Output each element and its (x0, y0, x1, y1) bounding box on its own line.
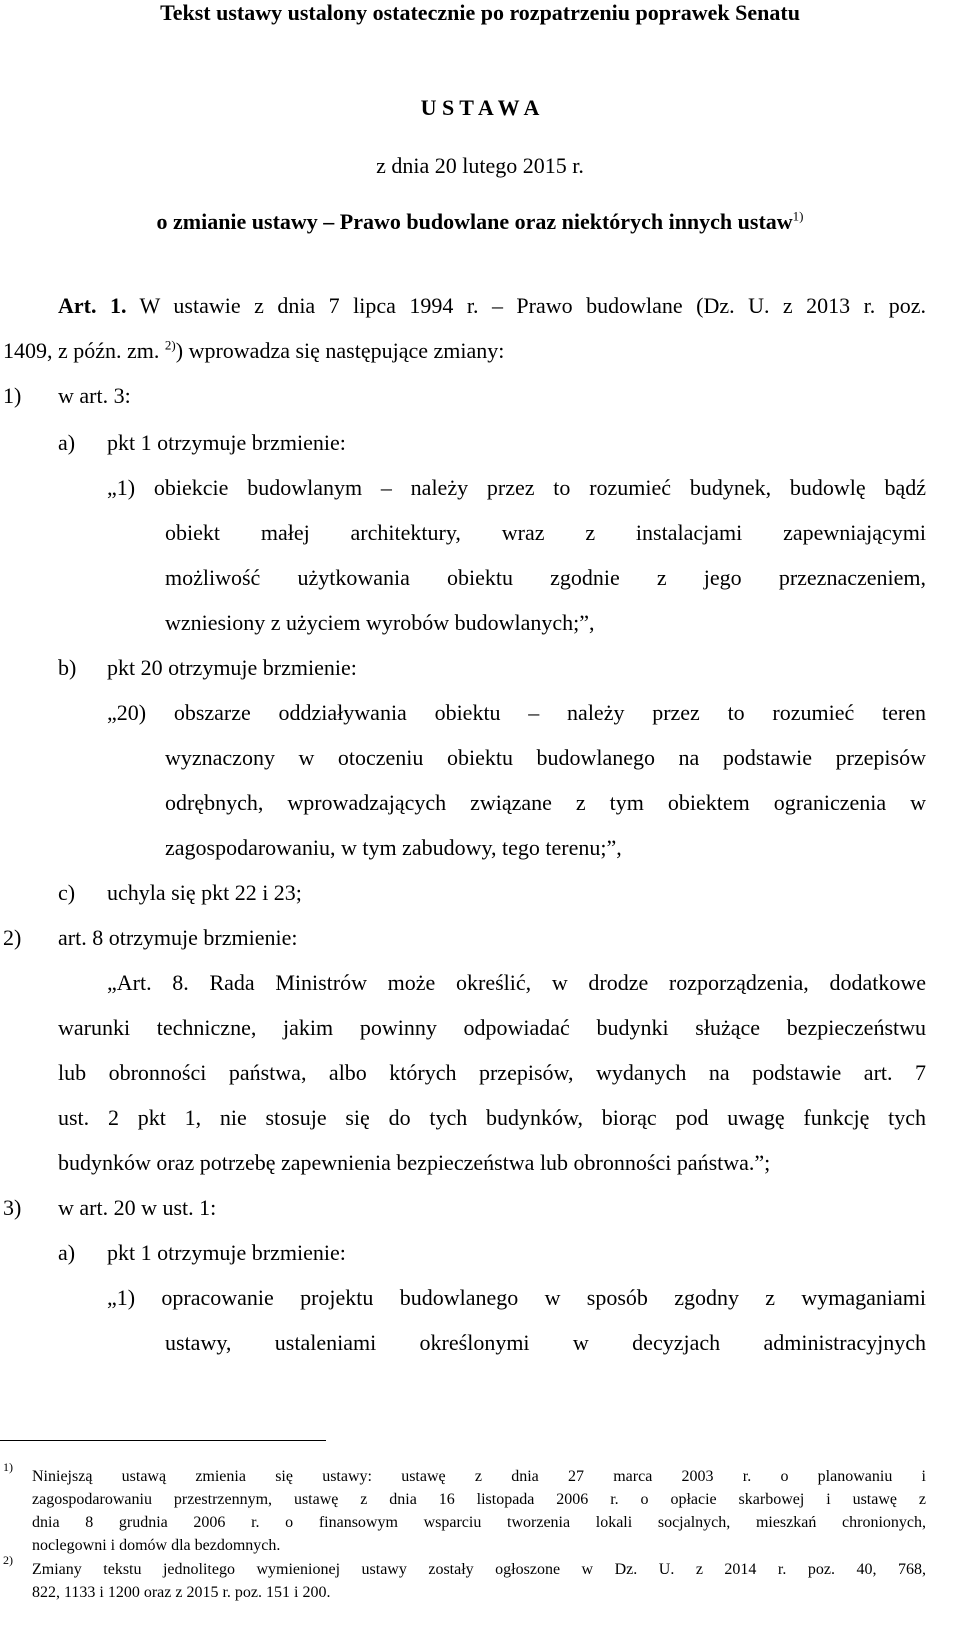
point-3-num: 3) (3, 1195, 22, 1220)
point-1a-text: pkt 1 otrzymuje brzmienie: (107, 430, 346, 455)
footnote-1-line4: noclegowni i domów dla bezdomnych. (32, 1537, 281, 1554)
art1-intro-text: W ustawie z dnia 7 lipca 1994 r. – Prawo budowlane (Dz. U. z 2013 r. poz. (126, 293, 927, 318)
quote-1b-line3: odrębnych, wprowadzających związane z tym obiektem ograniczenia w (165, 790, 926, 815)
act-date: z dnia 20 lutego 2015 r. (376, 153, 584, 178)
point-1-num: 1) (3, 383, 22, 408)
quote-1b-line4: zagospodarowaniu, w tym zabudowy, tego terenu;”, (165, 835, 622, 860)
quote-2-line3: lub obronności państwa, albo których przepisów, wydanych na podstawie art. 7 (58, 1060, 926, 1085)
quote-2-line2: warunki techniczne, jakim powinny odpowiadać budynki służące bezpieczeństwu (58, 1015, 926, 1040)
point-3a-num: a) (58, 1240, 76, 1265)
quote-1b-line2: wyznaczony w otoczeniu obiektu budowlanego na podstawie przepisów (165, 745, 926, 770)
quote-2-line1: „Art. 8. Rada Ministrów może określić, w drodze rozporządzenia, dodatkowe (107, 970, 926, 995)
quote-3a-line1: „1) opracowanie projektu budowlanego w sposób zgodny z wymaganiami (107, 1285, 926, 1310)
quote-2-line4: ust. 2 pkt 1, nie stosuje się do tych budynków, biorąc pod uwagę funkcję tych (58, 1105, 926, 1130)
quote-1a-line2: obiekt małej architektury, wraz z instalacjami zapewniającymi (165, 520, 926, 545)
act-title: U S T A W A (420, 95, 540, 120)
art1-intro-line1 (58, 295, 926, 317)
quote-1a-line3: możliwość użytkowania obiektu zgodnie z jego przeznaczeniem, (165, 565, 926, 590)
act-subject (0, 208, 960, 234)
point-2-num: 2) (3, 925, 22, 950)
art1-intro-text3: ) wprowadza się następujące zmiany: (175, 338, 505, 363)
act-subject-text: o zmianie ustawy – Prawo budowlane oraz niektórych innych ustaw (156, 209, 793, 234)
art1-label: Art. 1. (58, 293, 127, 318)
point-1-text: w art. 3: (58, 383, 131, 408)
art1-intro-text2: 1409, z późn. zm. (3, 338, 160, 363)
footnote-1-line3: dnia 8 grudnia 2006 r. o finansowym wsparciu tworzenia lokali socjalnych, mieszkań chronionych, (32, 1514, 926, 1531)
point-3-text: w art. 20 w ust. 1: (58, 1195, 217, 1220)
quote-1a-line4: wzniesiony z użyciem wyrobów budowlanych;”, (165, 610, 595, 635)
top-note: Tekst ustawy ustalony ostatecznie po rozpatrzeniu poprawek Senatu (160, 0, 800, 25)
point-1a-num: a) (58, 430, 76, 455)
footnote-ref-1: 1) (792, 208, 804, 224)
quote-1a-line1: „1) obiekcie budowlanym – należy przez to rozumieć budynek, budowlę bądź (107, 475, 926, 500)
point-1b-text: pkt 20 otrzymuje brzmienie: (107, 655, 357, 680)
footnote-2-marker: 2) (3, 1553, 13, 1567)
footnote-ref-2: 2) (164, 337, 176, 353)
footnote-1-line2: zagospodarowaniu przestrzennym, ustawę z dnia 16 listopada 2006 r. o opłacie skarbowej i ustawę z (32, 1491, 926, 1508)
footnote-separator (0, 1440, 326, 1441)
point-1b-num: b) (58, 655, 77, 680)
point-1c-num: c) (58, 880, 76, 905)
point-2-text: art. 8 otrzymuje brzmienie: (58, 925, 298, 950)
footnote-2-line2: 822, 1133 i 1200 oraz z 2015 r. poz. 151 i 200. (32, 1584, 331, 1601)
footnote-1-line1: Niniejszą ustawą zmienia się ustawy: ustawę z dnia 27 marca 2003 r. o planowaniu i (32, 1468, 926, 1485)
quote-2-line5: budynków oraz potrzebę zapewnienia bezpieczeństwa lub obronności państwa.”; (58, 1150, 771, 1175)
footnote-1-marker: 1) (3, 1460, 13, 1474)
quote-1b-line1: „20) obszarze oddziaływania obiektu – należy przez to rozumieć teren (107, 700, 926, 725)
art1-intro-line2 (3, 337, 505, 363)
point-1c-text: uchyla się pkt 22 i 23; (107, 880, 302, 905)
footnote-2-line1: Zmiany tekstu jednolitego wymienionej ustawy zostały ogłoszone w Dz. U. z 2014 r. poz. 40, 768, (32, 1561, 926, 1578)
quote-3a-line2: ustawy, ustaleniami określonymi w decyzjach administracyjnych (165, 1330, 926, 1355)
point-3a-text: pkt 1 otrzymuje brzmienie: (107, 1240, 346, 1265)
